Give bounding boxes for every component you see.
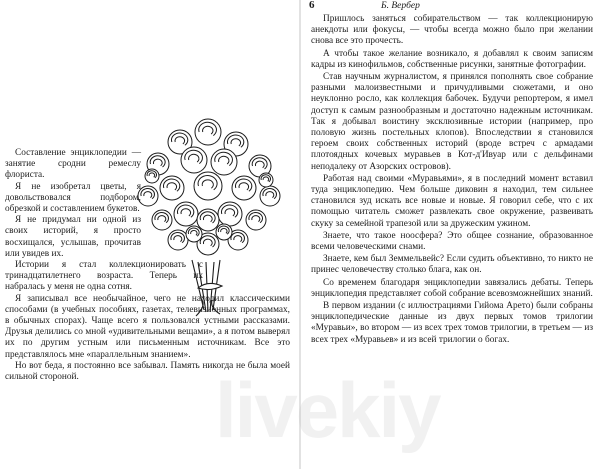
site-watermark: livekiy (215, 366, 440, 454)
running-header (309, 0, 589, 12)
right-page (301, 0, 600, 469)
left-paragraph: Составление энциклопедии — занятие сродни ремеслу флориста. (5, 148, 141, 181)
right-paragraph: Работая над своими «Муравьями», я в последний момент вставил туда энциклопедию. Чем больше диковин я находил, тем сильнее становился зуд искать все новые и новые. Я говорил себе, что с их помощью читатель сможет развлекать свое окружение, развеивать скуку за семейной трапезой или за дружеским ужином. (311, 173, 593, 229)
right-paragraph: Знаете, что такое ноосфера? Это общее сознание, образованное всеми человеческими снами. (311, 230, 593, 253)
page-number: 6 (309, 0, 315, 11)
right-paragraph: А чтобы такое желание возникало, я добавлял к своим записям кадры из кинофильмов, собственные рисунки, занятные фотографии. (311, 48, 593, 70)
left-paragraph: Я записывал все необычайное, чего не находил классическими способами (в учебных пособиях, газетах, телевизионных программах, в обычных спорах). Чаще всего я пользовался устными рассказами. Друзья делились со мной «удивительными вещами», а я потом выверял их по другим устным или письменным источникам. Все это представлялось мне «параллельным знанием». (5, 293, 290, 360)
right-paragraph: В первом издании (с иллюстрациями Гийома Арето) были собраны энциклопедические данные из двух первых томов трилогии «Муравьи», во втором — из всех трех томов трилогии, в третьем — из всех трех «Муравьев» и из всей трилогии о богах. (311, 301, 593, 345)
right-paragraph: Пришлось заняться собирательством — так коллекционирую анекдоты или фокусы, — чтобы всегда можно было при желании снова все это прочесть. (311, 14, 593, 47)
right-paragraph: Став научным журналистом, я принялся пополнять свое собрание разными малоизвестными и причудливыми сюжетами, и оно неуклонно росло, как коллекция бабочек. Будучи репортером, я имел доступ к самым разнообразным и достаточно надежным источникам. Так я добывал воистину эксклюзивные истории (например, про половую жизнь постельных клопов). Впоследствии я становился героем своих собственных историй (вроде встреч с армадами плотоядных кочевых муравьев в Кот-д'Ивуар или с дельфинами неподалеку от Азорских островов). (311, 72, 593, 172)
left-paragraph: Я не изобретал цветы, я довольствовался подбором, обрезкой и составлением букетов. (5, 181, 141, 215)
right-paragraph: Со временем благодаря энциклопедии завязались дебаты. Теперь энциклопедия представляет собой собрание всевозможнейших знаний. (311, 277, 593, 299)
left-paragraph: Я не придумал ни одной из своих историй, я просто восхищался, услышав, прочитав или увидев их. (5, 215, 141, 259)
right-paragraph: Знаете, кем был Земмельвейс? Если судить объективно, то никто не принес человечеству столько блага, как он. (311, 254, 593, 276)
running-title: Б. Вербер (381, 1, 420, 11)
left-paragraph: Но вот беда, я постоянно все забывал. Память никогда не была моей сильной стороной. (5, 360, 290, 383)
left-page-text (5, 148, 290, 383)
left-paragraph: Истории я стал коллекционировать с тринадцатилетнего возраста. Теперь их набралась у меня не одна сотня. (5, 260, 203, 293)
right-page-text (311, 14, 593, 346)
left-page (0, 0, 299, 469)
